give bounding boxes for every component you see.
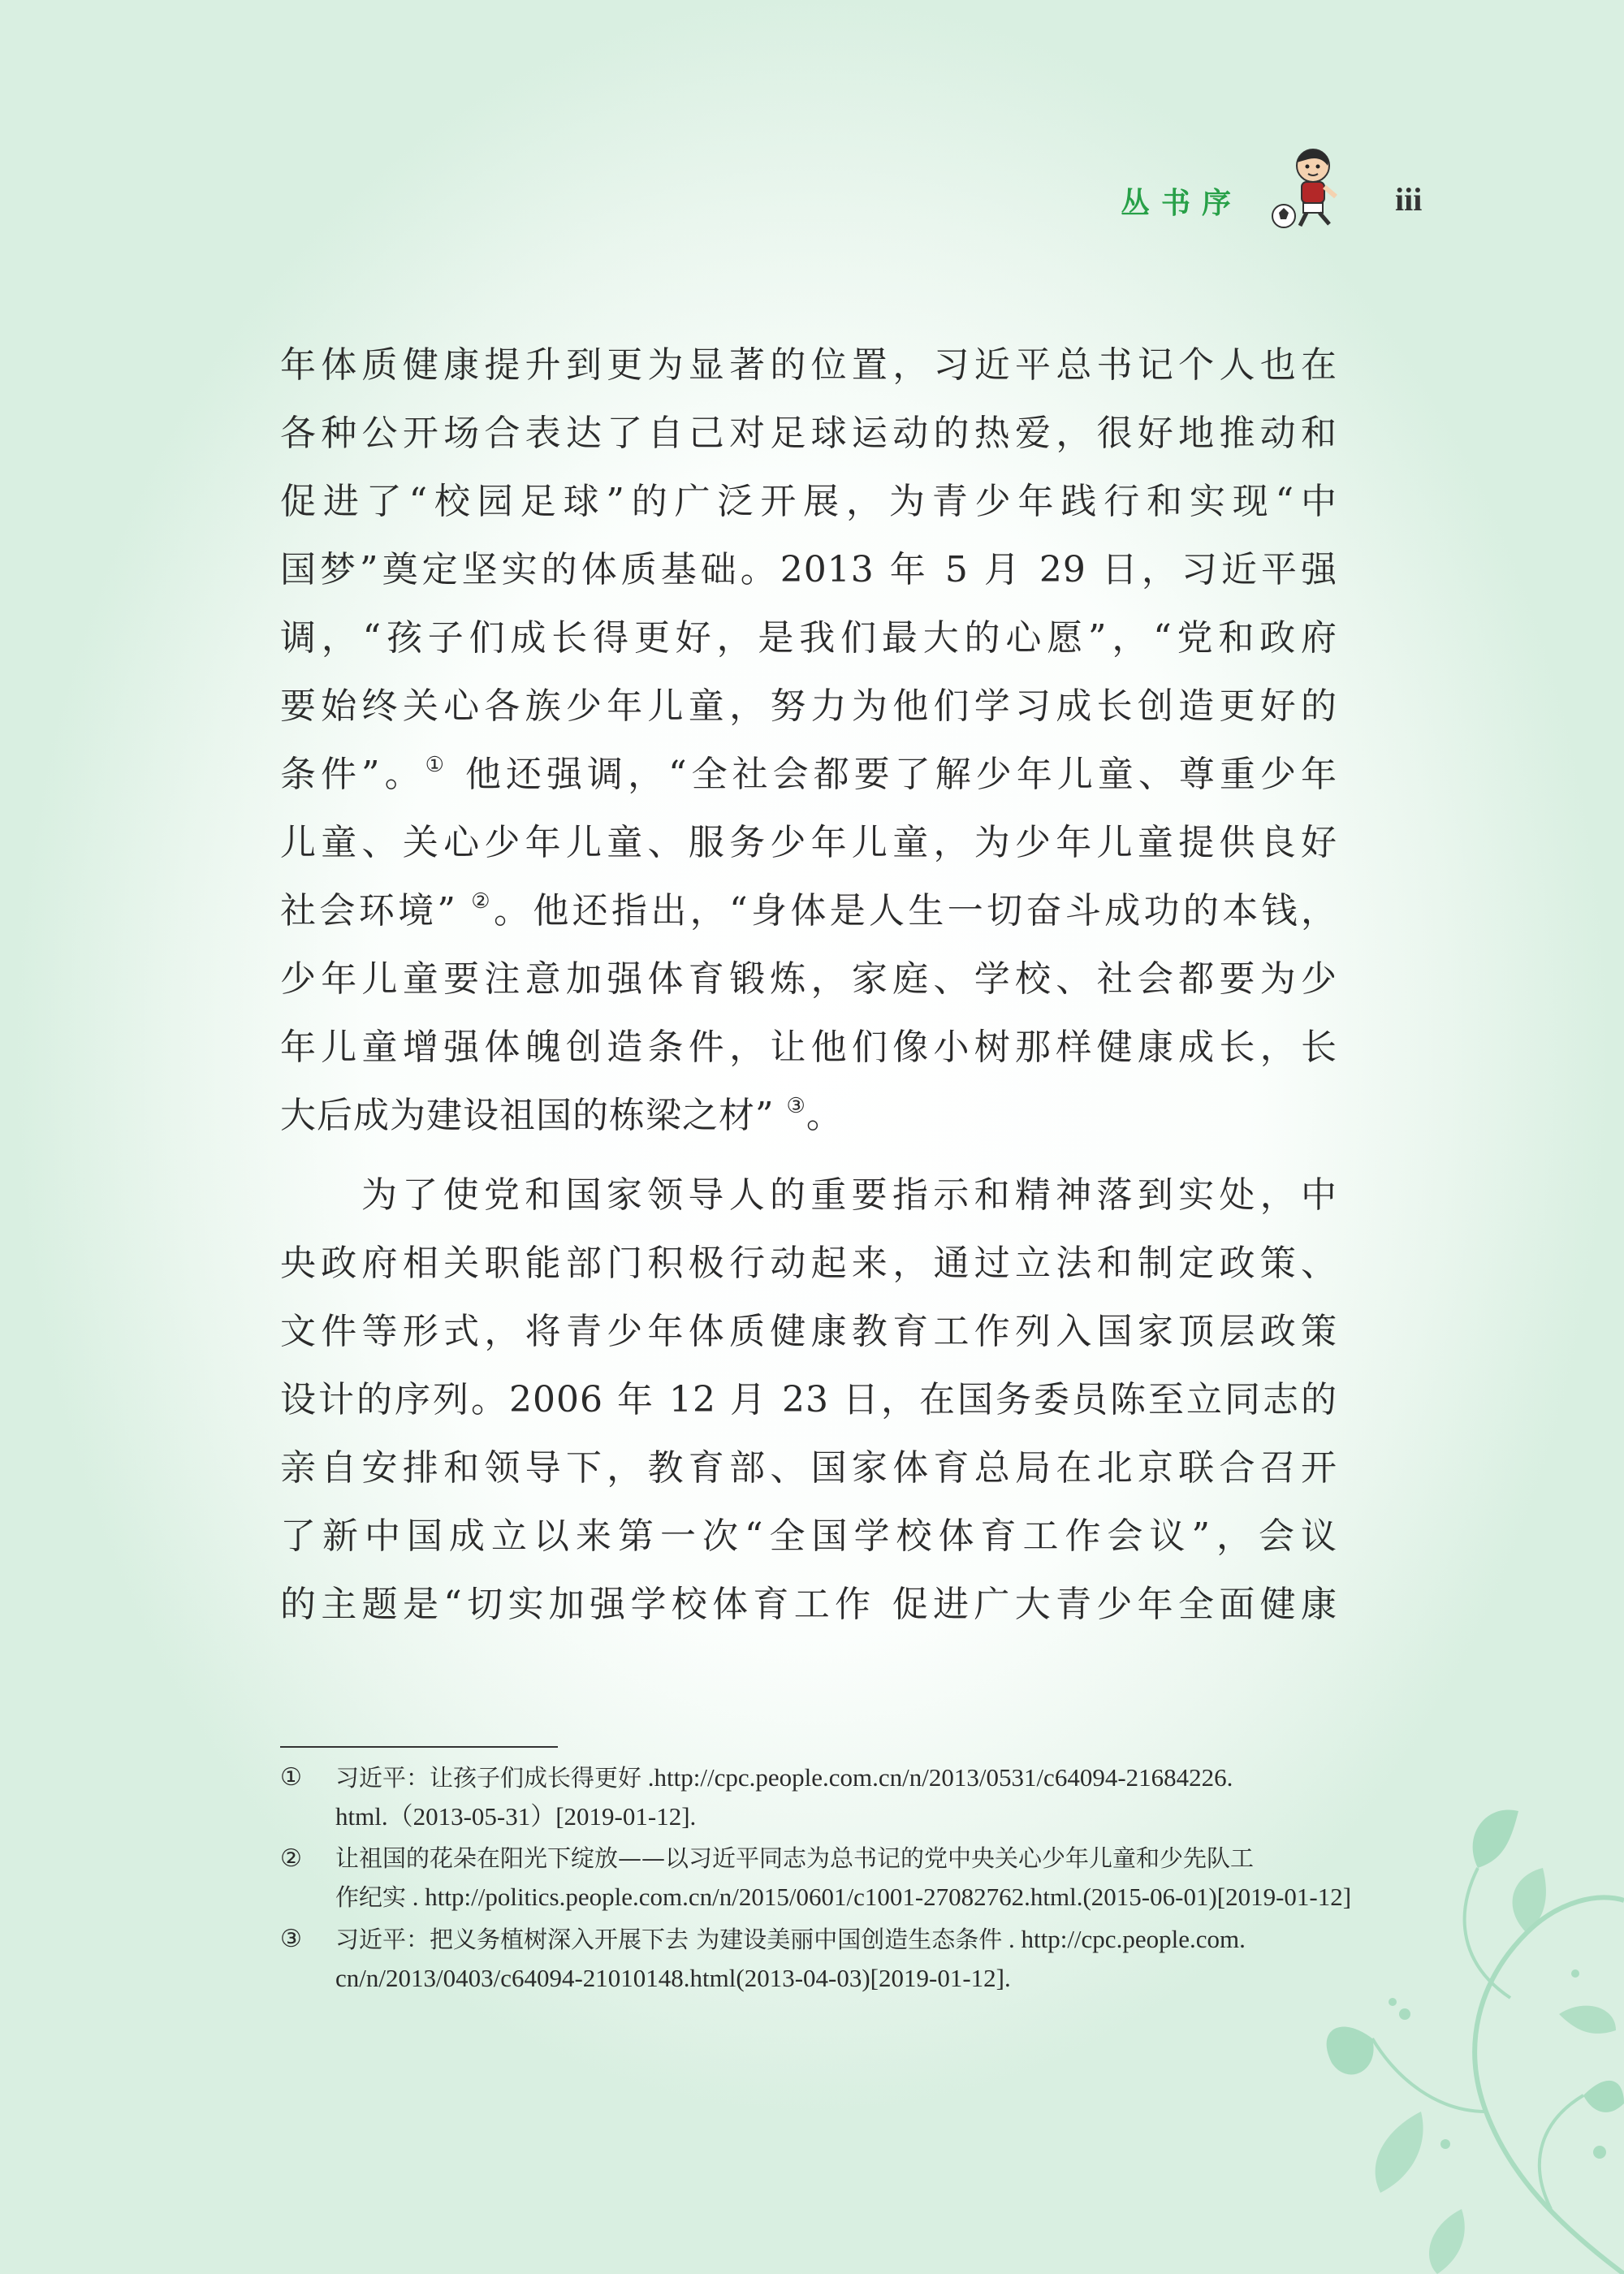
text-segment: 社会环境” bbox=[280, 890, 456, 932]
footnote-line bbox=[335, 1878, 1352, 1917]
text-line: 儿童、关心少年儿童、服务少年儿童，为少年儿童提供良好 bbox=[280, 822, 1337, 863]
soccer-boy-icon bbox=[1263, 145, 1352, 234]
footnote-link[interactable]: .http://cpc.people.com.cn/n/2013/0531/c64094-21684226. bbox=[641, 1763, 1233, 1792]
text-line: 央政府相关职能部门积极行动起来，通过立法和制定政策、 bbox=[280, 1243, 1337, 1284]
text-segment: 。他还指出，“身体是人生一切奋斗成功的本钱， bbox=[493, 890, 1337, 932]
floral-vine-decoration bbox=[1218, 1770, 1624, 2274]
text-line: 国梦”奠定坚实的体质基础。2013 年 5 月 29 日，习近平强 bbox=[280, 549, 1337, 590]
footnote-line: 让祖国的花朵在阳光下绽放——以习近平同志为总书记的党中央关心少年儿童和少先队工 bbox=[335, 1844, 1255, 1872]
footnote-number: ③ bbox=[280, 1925, 302, 1953]
footnotes bbox=[280, 1758, 1352, 2001]
text-line bbox=[280, 741, 1337, 809]
footnote-text: 习近平：把义务植树深入开展下去 为建设美丽中国创造生态条件 bbox=[335, 1926, 1003, 1953]
text-segment: 条件”。 bbox=[280, 754, 425, 795]
footnote-link[interactable]: html.（2013-05-31）[2019-01-12]. bbox=[335, 1802, 697, 1831]
footnote-2 bbox=[280, 1840, 1352, 1917]
running-header-title: 丛书序 bbox=[1121, 187, 1243, 220]
footnote-ref-1[interactable]: ① bbox=[425, 753, 449, 777]
footnote-link[interactable]: . http://politics.people.com.cn/n/2015/0601/c1001-27082762.html.(2015-06-01)[2019-01-12] bbox=[406, 1883, 1352, 1911]
text-segment: 大后成为建设祖国的栋梁之材” bbox=[280, 1095, 775, 1136]
text-line: 各种公开场合表达了自己对足球运动的热爱，很好地推动和 bbox=[280, 413, 1337, 454]
body-text bbox=[280, 331, 1337, 1639]
footnote-divider bbox=[280, 1746, 558, 1748]
text-line: 了新中国成立以来第一次“全国学校体育工作会议”，会议 bbox=[280, 1515, 1337, 1557]
text-line: 年儿童增强体魄创造条件，让他们像小树那样健康成长，长 bbox=[280, 1027, 1337, 1068]
text-line: 为了使党和国家领导人的重要指示和精神落到实处，中 bbox=[361, 1174, 1337, 1216]
footnote-ref-2[interactable]: ② bbox=[471, 889, 494, 914]
text-line: 文件等形式，将青少年体质健康教育工作列入国家顶层政策 bbox=[280, 1311, 1337, 1352]
text-line bbox=[280, 1082, 1337, 1150]
footnote-number: ② bbox=[280, 1844, 302, 1873]
text-line: 少年儿童要注意加强体育锻炼，家庭、学校、社会都要为少 bbox=[280, 958, 1337, 1000]
footnote-link[interactable]: cn/n/2013/0403/c64094-21010148.html(2013-04-03)[2019-01-12]. bbox=[335, 1964, 1011, 1992]
footnote-line bbox=[335, 1758, 1337, 1797]
footnote-1 bbox=[280, 1758, 1337, 1836]
text-line: 的主题是“切实加强学校体育工作 促进广大青少年全面健康 bbox=[280, 1584, 1337, 1625]
page-number: iii bbox=[1395, 181, 1423, 218]
footnote-text: 作纪实 bbox=[335, 1883, 407, 1911]
text-line: 促进了“校园足球”的广泛开展，为青少年践行和实现“中 bbox=[280, 481, 1337, 522]
footnote-number: ① bbox=[280, 1763, 302, 1792]
text-line: 年体质健康提升到更为显著的位置，习近平总书记个人也在 bbox=[280, 344, 1337, 386]
footnote-line bbox=[335, 1959, 1337, 1998]
text-segment: 。 bbox=[806, 1095, 843, 1136]
footnote-line bbox=[335, 1797, 1337, 1836]
footnote-3 bbox=[280, 1920, 1337, 1998]
text-line bbox=[280, 877, 1337, 945]
text-line: 要始终关心各族少年儿童，努力为他们学习成长创造更好的 bbox=[280, 685, 1337, 727]
text-line: 设计的序列。2006 年 12 月 23 日，在国务委员陈至立同志的 bbox=[280, 1379, 1337, 1420]
footnote-ref-3[interactable]: ③ bbox=[786, 1094, 806, 1118]
text-line: 调，“孩子们成长得更好，是我们最大的心愿”，“党和政府 bbox=[280, 617, 1337, 659]
text-line: 亲自安排和领导下，教育部、国家体育总局在北京联合召开 bbox=[280, 1447, 1337, 1489]
footnote-line bbox=[335, 1920, 1337, 1959]
footnote-text: 习近平：让孩子们成长得更好 bbox=[335, 1764, 642, 1792]
footnote-link[interactable]: . http://cpc.people.com. bbox=[1002, 1925, 1246, 1953]
text-segment: 他还强调，“全社会都要了解少年儿童、尊重少年 bbox=[464, 754, 1337, 795]
